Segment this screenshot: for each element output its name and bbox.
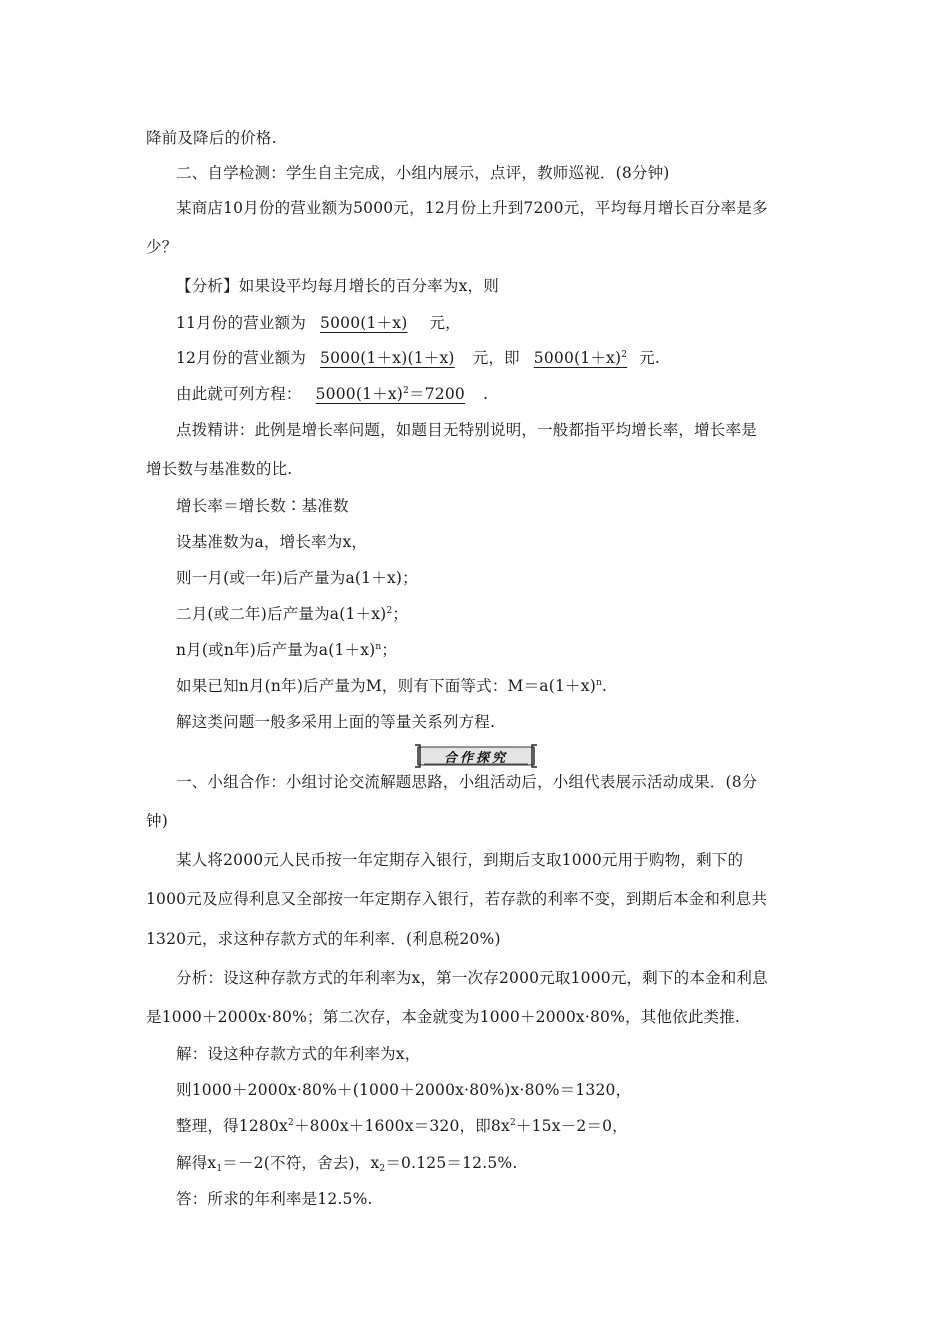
text-line: 解这类问题一般多采用上面的等量关系列方程. — [176, 713, 496, 731]
formula-line — [176, 604, 408, 624]
formula-line: 设基准数为a，增长率为x， — [176, 533, 368, 551]
text: 解得x — [176, 1154, 217, 1172]
superscript: n — [375, 642, 382, 652]
formula-line — [176, 640, 397, 660]
superscript: 2 — [509, 1118, 516, 1128]
problem-text: 某商店10月份的营业额为5000元，12月份上升到7200元，平均每月增长百分率是多 — [176, 199, 768, 217]
subscript: 2 — [379, 1164, 386, 1174]
answer-text: ＝7200 — [409, 385, 465, 403]
superscript: 2 — [621, 350, 628, 360]
text: 二月(或二年)后产量为a(1＋x) — [176, 605, 387, 623]
superscript: n — [595, 678, 602, 688]
text: ； — [392, 605, 409, 623]
fill-in-line — [176, 384, 488, 404]
section-banner — [414, 744, 538, 768]
superscript: 2 — [403, 386, 409, 396]
answer-text: 5000(1＋x) — [533, 349, 622, 367]
fill-in-line — [176, 313, 461, 333]
section-heading: 一、小组合作：小组讨论交流解题思路，小组活动后，小组代表展示活动成果．(8分 — [176, 773, 758, 791]
text: ； — [381, 641, 398, 659]
text: 12月份的营业额为 — [176, 349, 307, 367]
analysis-text: 分析：设这种存款方式的年利率为x，第一次存2000元取1000元，剩下的本金和利息 — [176, 969, 768, 987]
text: ＋800x＋1600x＝320，即8x — [293, 1117, 510, 1135]
solution-line — [176, 1153, 517, 1173]
tip-text: 点拨精讲：此例是增长率问题，如题目无特别说明，一般都指平均增长率，增长率是 — [176, 421, 757, 439]
analysis-text: 是1000＋2000x·80%；第二次存，本金就变为1000＋2000x·80%，其他依此类推. — [146, 1008, 741, 1026]
text: 由此就可列方程： — [176, 385, 302, 403]
superscript: 2 — [386, 606, 393, 616]
tip-text: 增长数与基准数的比. — [146, 460, 293, 478]
formula-line: 增长率＝增长数∶基准数 — [176, 497, 349, 515]
text: n月(或n年)后产量为a(1＋x) — [176, 641, 376, 659]
problem-text: 某人将2000元人民币按一年定期存入银行，到期后支取1000元用于购物，剩下的 — [176, 851, 744, 869]
text-line: 降前及降后的价格. — [146, 129, 277, 147]
formula-line — [176, 676, 607, 696]
section-heading: 二、自学检测：学生自主完成，小组内展示，点评，教师巡视．(8分钟) — [176, 164, 670, 182]
text: 元. — [639, 349, 661, 367]
problem-text: 少？ — [146, 238, 178, 256]
analysis-text: 【分析】如果设平均每月增长的百分率为x，则 — [176, 277, 499, 295]
text: 11月份的营业额为 — [176, 314, 307, 332]
text: 如果已知n月(n年)后产量为M，则有下面等式：M＝a(1＋x) — [176, 677, 596, 695]
answer-text: 5000(1＋x) — [315, 385, 404, 403]
text: ＋15x－2＝0， — [515, 1117, 628, 1135]
answer-blank — [520, 349, 639, 367]
text: 整理，得1280x — [176, 1117, 288, 1135]
answer-blank: 5000(1＋x)(1＋x) — [320, 349, 455, 367]
section-heading: 钟) — [146, 812, 168, 830]
solution-line: 则1000＋2000x·80%＋(1000＋2000x·80%)x·80%＝1320， — [176, 1081, 632, 1099]
solution-line — [176, 1116, 628, 1136]
problem-text: 1000元及应得利息又全部按一年定期存入银行，若存款的利率不变，到期后本金和利息共 — [146, 890, 768, 908]
banner-title: 合作探究 — [443, 751, 508, 766]
solution-line: 解：设这种存款方式的年利率为x， — [176, 1045, 421, 1063]
answer-line: 答：所求的年利率是12.5%. — [176, 1190, 373, 1208]
text: 元， — [429, 314, 461, 332]
answer-blank: 5000(1＋x) — [320, 314, 408, 332]
problem-text: 1320元，求这种存款方式的年利率．(利息税20%) — [146, 930, 501, 948]
formula-line: 则一月(或一年)后产量为a(1＋x)； — [176, 569, 418, 587]
answer-blank — [302, 385, 483, 403]
text: 元，即 — [472, 349, 520, 367]
text: ＝－2(不符，舍去)，x — [222, 1154, 380, 1172]
superscript: 2 — [288, 1118, 294, 1128]
text: . — [601, 677, 608, 695]
text: ＝0.125＝12.5%. — [385, 1154, 518, 1172]
subscript: 1 — [216, 1164, 223, 1174]
fill-in-line — [176, 348, 660, 368]
text: . — [482, 385, 489, 403]
